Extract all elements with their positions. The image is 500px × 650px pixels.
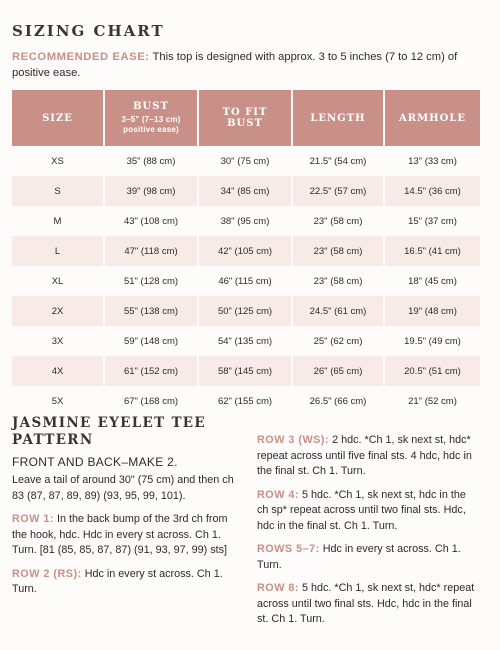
sizing-table <box>12 90 480 416</box>
header-bust-sub2: positive ease) <box>123 125 179 134</box>
cell-length: 23" (58 cm) <box>292 236 384 266</box>
pattern-row <box>257 542 480 573</box>
cell-bust: 67" (168 cm) <box>104 386 198 416</box>
cell-bust: 43" (108 cm) <box>104 206 198 236</box>
sizing-chart-title: SIZING CHART <box>12 22 165 40</box>
cell-size: 2X <box>12 296 104 326</box>
cell-length: 22.5" (57 cm) <box>292 176 384 206</box>
cell-size: L <box>12 236 104 266</box>
cell-bust: 35" (88 cm) <box>104 146 198 176</box>
ease-text: This top is designed with approx. 3 to 5 inches (7 to 12 cm) of positive ease. <box>12 51 458 79</box>
cell-fit: 58" (145 cm) <box>198 356 292 386</box>
header-size: SIZE <box>12 90 104 146</box>
cell-armhole: 13" (33 cm) <box>408 155 457 167</box>
cell-armhole: 18" (45 cm) <box>408 275 457 287</box>
pattern-row <box>257 433 480 480</box>
cell-armhole: 21" (52 cm) <box>408 395 457 407</box>
cell-armhole: 19" (48 cm) <box>384 296 480 326</box>
cell-size: XL <box>12 266 104 296</box>
row-label: ROW 8: <box>257 582 299 594</box>
cell-fit: 34" (85 cm) <box>198 176 292 206</box>
cell-fit: 62" (155 cm) <box>198 386 292 416</box>
cell-size: 5X <box>12 386 104 416</box>
table-row <box>12 326 480 356</box>
row-text: Hdc in every st across. Ch 1. Turn. <box>12 567 223 595</box>
pattern-row <box>12 567 244 598</box>
cell-fit: 42" (105 cm) <box>198 236 292 266</box>
recommended-ease <box>12 49 480 81</box>
table-row <box>12 296 480 326</box>
cell-bust: 47" (118 cm) <box>104 236 198 266</box>
table-row <box>12 356 480 386</box>
cell-bust: 59" (148 cm) <box>104 326 198 356</box>
cell-bust: 55" (138 cm) <box>104 296 198 326</box>
pattern-title: JASMINE EYELET TEE PATTERN <box>12 415 206 448</box>
cell-length: 25" (62 cm) <box>292 326 384 356</box>
cell-size: 3X <box>12 326 104 356</box>
cell-length: 23" (58 cm) <box>292 206 384 236</box>
pattern-row <box>257 488 480 535</box>
row-label: ROW 1: <box>12 513 54 525</box>
cell-length: 26.5" (66 cm) <box>292 386 384 416</box>
row-text: 5 hdc. *Ch 1, sk next st, hdc in the ch sp* repeat across until two final sts. Hdc, hdc in the final st. Ch 1. Turn. <box>257 488 466 532</box>
cell-fit: 30" (75 cm) <box>198 146 292 176</box>
page <box>12 22 480 625</box>
cell-size: M <box>12 206 104 236</box>
pattern-row <box>257 581 480 628</box>
cell-bust: 61" (152 cm) <box>104 356 198 386</box>
cell-armhole: 19.5" (49 cm) <box>404 335 461 347</box>
section-heading: FRONT AND BACK–MAKE 2. <box>12 455 178 469</box>
row-label: ROW 4: <box>257 488 299 501</box>
header-bust <box>104 90 198 146</box>
row-text: In the back bump of the 3rd ch from the hook, hdc. Hdc in every st across. Ch 1. Turn. [81 (85, 85, 87, 87) (91, 93, 97, 99) sts] <box>12 513 228 556</box>
table-header-row <box>12 90 480 146</box>
cell-fit: 50" (125 cm) <box>198 296 292 326</box>
header-bust-label: BUST <box>133 101 169 112</box>
cell-length: 21.5" (54 cm) <box>292 146 384 176</box>
cell-size: S <box>12 176 104 206</box>
cell-size: 4X <box>12 356 104 386</box>
table-row <box>12 176 480 206</box>
header-bust-sub1: 3–5" (7–13 cm) <box>121 115 181 124</box>
cell-size: XS <box>12 146 104 176</box>
row-text: 5 hdc. *Ch 1, sk next st, hdc* repeat across until two final sts. Hdc, hdc in the final st. Ch 1. Turn. <box>257 582 475 625</box>
row-label: ROWS 5–7: <box>257 543 320 555</box>
pattern-intro: Leave a tail of around 30" (75 cm) and then ch 83 (87, 87, 89, 89) (93, 95, 99, 101). <box>12 474 234 502</box>
cell-length: 23" (58 cm) <box>292 266 384 296</box>
table-row <box>12 266 480 296</box>
table-row <box>12 386 480 416</box>
cell-fit: 46" (115 cm) <box>198 266 292 296</box>
ease-label: RECOMMENDED EASE: <box>12 51 150 63</box>
cell-armhole: 15" (37 cm) <box>408 215 457 227</box>
cell-fit: 38" (95 cm) <box>198 206 292 236</box>
pattern-right-column <box>257 415 480 628</box>
row-text: Hdc in every st across. Ch 1. Turn. <box>257 543 461 571</box>
cell-armhole: 20.5" (51 cm) <box>384 356 480 386</box>
cell-bust: 51" (128 cm) <box>104 266 198 296</box>
table-row <box>12 236 480 266</box>
pattern-left-column <box>12 415 244 598</box>
table-row <box>12 206 480 236</box>
cell-bust: 39" (98 cm) <box>104 176 198 206</box>
cell-length: 26" (65 cm) <box>292 356 384 386</box>
header-to-fit-bust: TO FIT BUST <box>198 90 292 146</box>
cell-armhole: 16.5" (41 cm) <box>384 236 480 266</box>
row-label: ROW 3 (WS): <box>257 434 330 446</box>
pattern-row <box>12 512 244 559</box>
row-label: ROW 2 (RS): <box>12 567 82 580</box>
table-row <box>12 146 480 176</box>
header-length: LENGTH <box>292 90 384 146</box>
cell-fit: 54" (135 cm) <box>198 326 292 356</box>
header-armhole: ARMHOLE <box>384 90 480 146</box>
cell-length: 24.5" (61 cm) <box>292 296 384 326</box>
cell-armhole: 14.5" (36 cm) <box>384 176 480 206</box>
row-text: 2 hdc. *Ch 1, sk next st, hdc* repeat across until five final sts. 4 hdc, hdc in the final st. Ch 1. Turn. <box>257 434 472 477</box>
